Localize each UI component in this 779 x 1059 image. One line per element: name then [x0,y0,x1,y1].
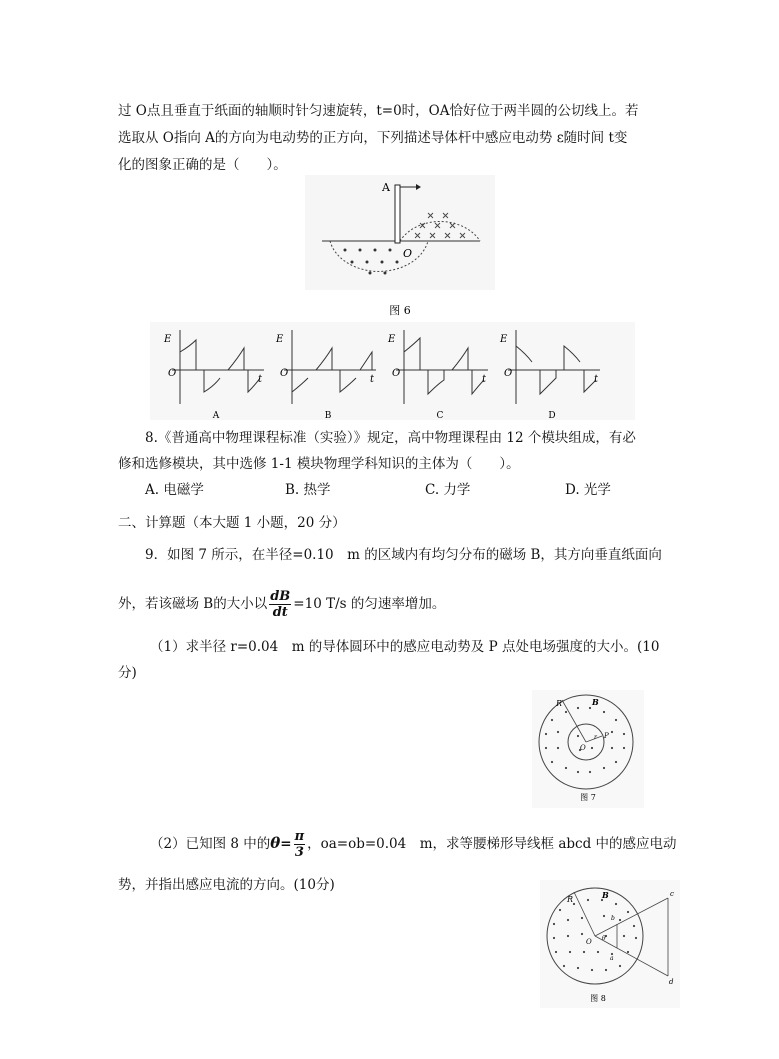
fig7-caption: 图 7 [580,793,596,802]
fig8-theta-label: θ [602,935,606,942]
q9-line-2-pre: 外，若该磁场 B的大小以 [118,596,268,612]
figure-6 [300,175,500,325]
option-b-label: B [324,411,332,420]
q9-line-2 [118,584,445,624]
graph-d-e-label: E [500,334,508,345]
graph-d-t-label: t [594,374,599,385]
graph-a-origin: O [168,368,177,379]
equals-sign: = [280,836,292,852]
q9-sub2-line-2: 势，并指出感应电流的方向。(10分) [118,877,335,893]
fig8-d-label: d [669,978,674,986]
fig8-c-label: c [670,890,674,898]
q8-choice-b: B. 热学 [285,482,331,498]
fig7-o-label: O [580,744,586,752]
fig7-r-label: R [556,699,563,708]
q7-line-3: 化的图象正确的是（ ）。 [118,157,287,173]
graph-a-t-label: t [258,374,263,385]
q8-choice-c: C. 力学 [425,482,471,498]
fig8-b-label: B [602,890,609,900]
q9-sub2-line-1 [150,822,677,865]
section-2-heading: 二、计算题（本大题 1 小题，20 分） [118,515,346,531]
db-dt-fraction [269,589,291,620]
figure-8 [540,880,680,1008]
option-c-label: C [436,411,444,420]
q9-sub1-line-2: 分) [118,665,137,681]
q8-choice-a: A. 电磁学 [145,482,204,498]
graph-c-e-label: E [388,334,396,345]
q9-sub2-post: ，oa=ob=0.04 m，求等腰梯形导线框 abcd 中的感应电动 [307,836,677,852]
q9-line-2-post: =10 T/s 的匀速率增加。 [293,596,446,612]
figure-7 [532,690,644,808]
fig8-r-label: R [567,895,574,904]
graph-c-t-label: t [482,374,487,385]
option-a-label: A [212,411,220,420]
pi-numerator: π [294,829,305,844]
fig8-o-label: O [586,938,592,946]
q7-line-2: 选取从 O指向 A的方向为电动势的正方向，下列描述导体杆中感应电动势 ε随时间 t变 [118,130,628,146]
theta-symbol: θ [270,834,281,852]
frac-denominator: dt [272,605,288,620]
pi-denominator: 3 [294,845,304,860]
option-d-label: D [548,411,556,420]
q7-line-1: 过 O点且垂直于纸面的轴顺时针匀速旋转，t=0时，OA恰好位于两半圆的公切线上。若 [118,103,639,119]
q9-line-1: 9．如图 7 所示，在半径=0.10 m 的区域内有均匀分布的磁场 B，其方向垂直纸面向 [145,547,662,563]
graph-b-t-label: t [370,374,375,385]
fig8-a-label: a [610,955,614,962]
graph-a-e-label: E [164,334,172,345]
fig7-b-label: B [592,697,599,707]
q9-sub2-pre: （2）已知图 8 中的 [150,836,271,852]
fig6-label-a: A [382,181,390,194]
q8-line-1: 8.《普通高中物理课程标准（实验）》规定，高中物理课程由 12 个模块组成，有必 [145,430,636,446]
graph-b-origin: O [280,368,289,379]
option-graphs [150,322,635,420]
fig6-caption: 图 6 [389,304,411,317]
q8-line-2: 修和选修模块，其中选修 1-1 模块物理学科知识的主体为（ ）。 [118,456,520,472]
fig7-p-label: P [604,732,609,740]
graph-d-origin: O [504,368,513,379]
fig6-label-o: O [403,247,413,260]
q9-sub1-line-1: （1）求半径 r=0.04 m 的导体圆环中的感应电动势及 P 点处电场强度的大小。(10 [150,639,660,655]
pi-over-3-fraction [294,829,306,860]
fig7-r-small-label: r [594,734,597,741]
fig8-b-small-label: b [611,915,615,922]
frac-numerator: dB [270,589,291,604]
q8-choice-d: D. 光学 [565,482,611,498]
graph-c-origin: O [392,368,401,379]
fig8-caption: 图 8 [590,994,606,1003]
graph-b-e-label: E [276,334,284,345]
